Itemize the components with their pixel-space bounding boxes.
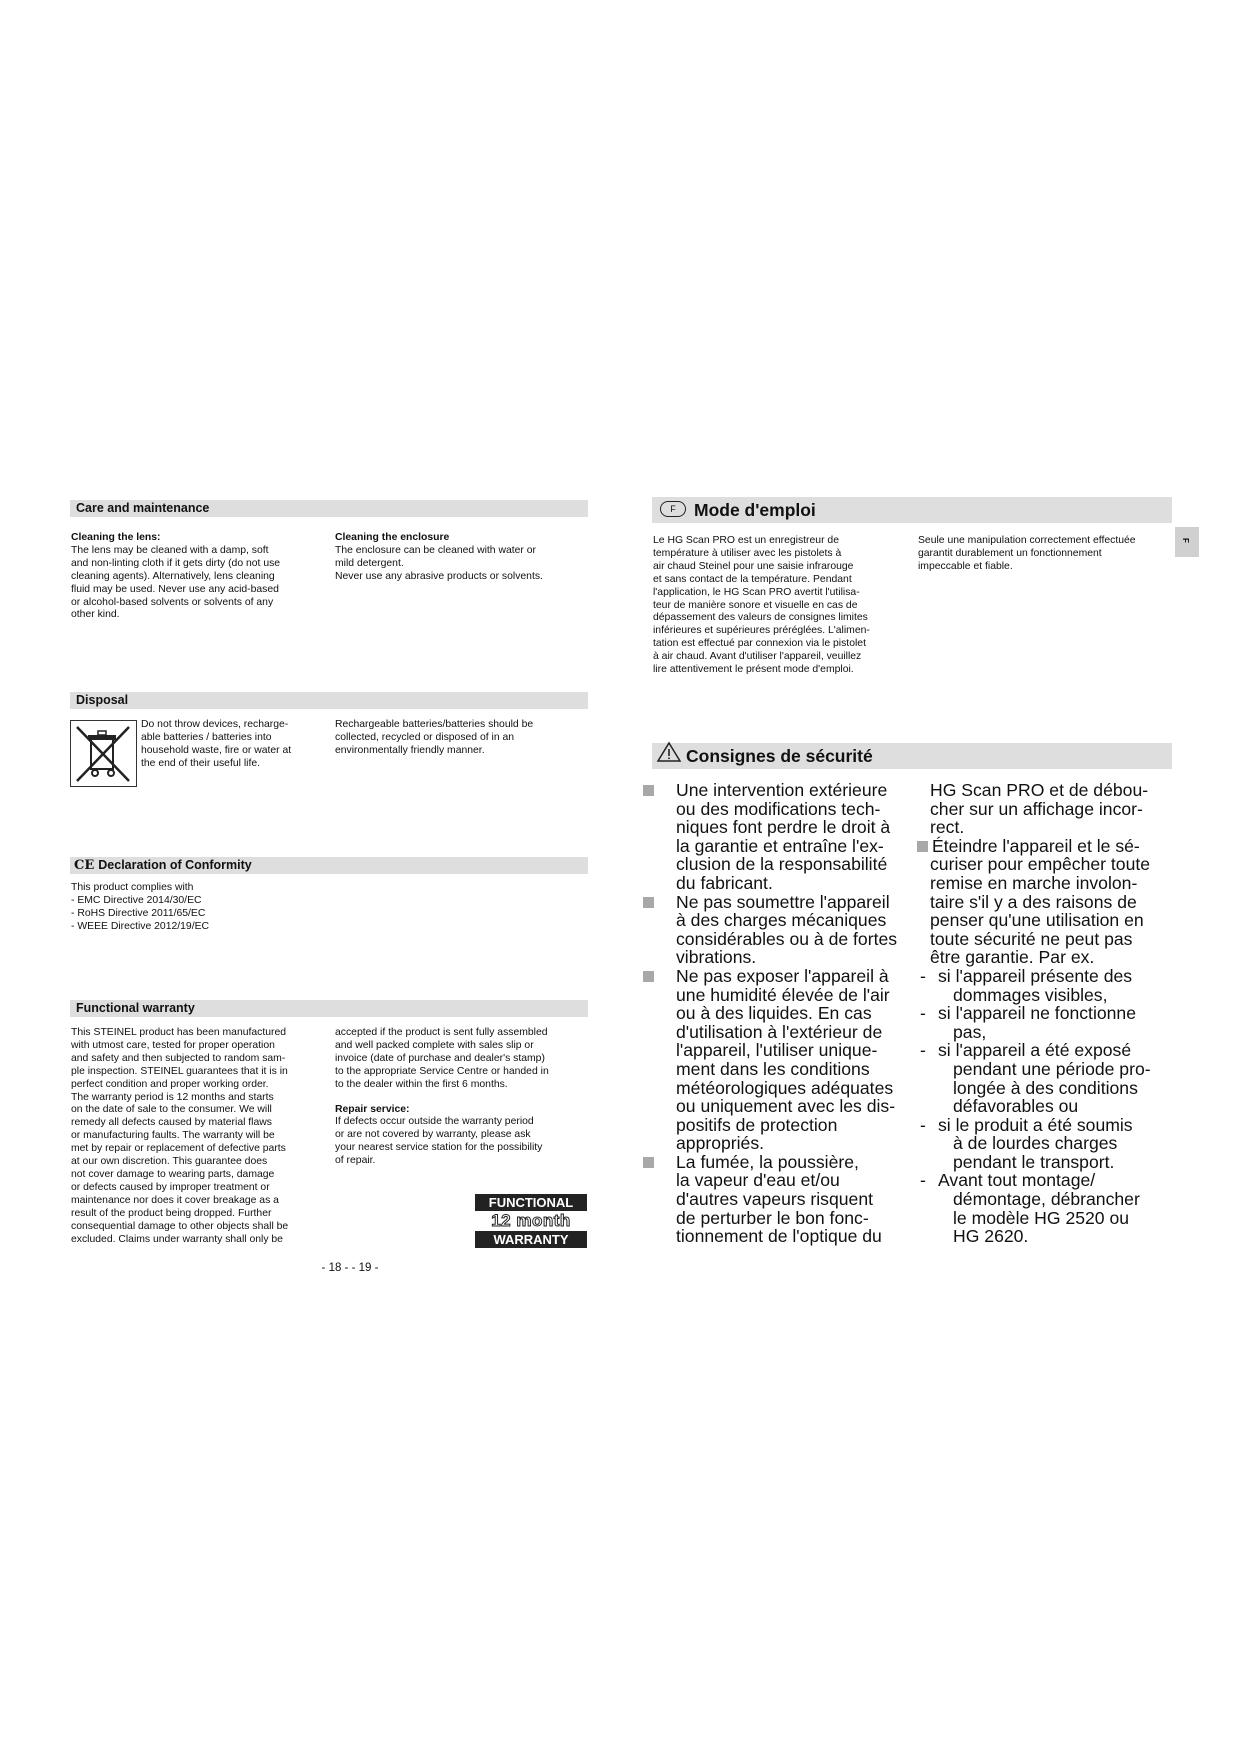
- safety-text: Éteindre l'appareil et le sé-: [932, 835, 1140, 856]
- safety-text: à des charges mécaniques: [676, 910, 887, 931]
- mode-text-right: [918, 535, 1173, 574]
- safety-text: HG 2620.: [953, 1226, 1029, 1247]
- safety-line: [920, 948, 1180, 967]
- safety-text: la garantie et entraîne l'ex-: [676, 835, 884, 856]
- safety-text: longée à des conditions: [953, 1077, 1138, 1098]
- text-line: with utmost care, tested for proper operation: [71, 1039, 275, 1051]
- safety-text: Ne pas soumettre l'appareil: [676, 891, 890, 912]
- safety-line: [920, 967, 1180, 986]
- safety-column-1: [655, 781, 925, 1246]
- conformity-text: [71, 882, 321, 934]
- safety-text: positifs de protection: [676, 1114, 838, 1135]
- safety-line: [920, 818, 1180, 837]
- safety-line: [655, 1079, 925, 1098]
- text-line: to the appropriate Service Centre or handed in: [335, 1065, 549, 1077]
- safety-line: [920, 1097, 1180, 1116]
- text-line: Do not throw devices, recharge-: [141, 719, 289, 730]
- safety-text: rect.: [930, 817, 965, 838]
- text-line: lire attentivement le présent mode d'emploi.: [653, 664, 854, 676]
- safety-text: tionnement de l'optique du: [676, 1226, 882, 1247]
- safety-bullet-item: [643, 1153, 925, 1172]
- spacer: [335, 1092, 590, 1104]
- safety-line: [920, 986, 1180, 1005]
- badge-bottom: WARRANTY: [475, 1231, 587, 1248]
- text-line: - WEEE Directive 2012/19/EC: [71, 920, 210, 932]
- disposal-text-right: [335, 719, 585, 758]
- safety-line: [920, 781, 1180, 800]
- safety-text: si l'appareil présente des: [938, 965, 1133, 986]
- safety-text: ou à des liquides. En cas: [676, 1003, 872, 1024]
- text-line: impeccable et fiable.: [918, 560, 1013, 572]
- conformity-heading-bar: [70, 857, 588, 874]
- safety-text: vibrations.: [676, 947, 757, 968]
- text-line: The enclosure can be cleaned with water or: [335, 544, 536, 556]
- text-line: température à utiliser avec les pistolets à: [653, 547, 842, 559]
- crossed-out-wheelie-bin-icon: [70, 720, 137, 787]
- text-line: et sans contact de la température. Pendant: [653, 573, 852, 585]
- safety-line: [655, 948, 925, 967]
- safety-text: pendant une période pro-: [953, 1058, 1151, 1079]
- safety-text: dommages visibles,: [953, 984, 1108, 1005]
- text-line: the end of their useful life.: [141, 757, 260, 769]
- safety-text: l'appareil, l'utiliser unique-: [676, 1040, 878, 1061]
- safety-text: appropriés.: [676, 1133, 765, 1154]
- safety-text: penser qu'une utilisation en: [930, 910, 1144, 931]
- safety-text: une humidité élevée de l'air: [676, 984, 890, 1005]
- text-line: or manufacturing faults. The warranty will be: [71, 1130, 275, 1142]
- text-line: Never use any abrasive products or solvents.: [335, 570, 543, 582]
- safety-text: de perturber le bon fonc-: [676, 1207, 869, 1228]
- safety-line: [920, 1190, 1180, 1209]
- cleaning-enclosure-title: Cleaning the enclosure: [335, 532, 450, 543]
- text-line: garantit durablement un fonctionnement: [918, 547, 1102, 559]
- safety-line: [920, 1041, 1180, 1060]
- text-line: at our own discretion. This guarantee does: [71, 1156, 268, 1168]
- badge-top: FUNCTIONAL: [475, 1194, 587, 1211]
- safety-line: [655, 1041, 925, 1060]
- text-line: other kind.: [71, 609, 120, 621]
- text-line: accepted if the product is sent fully assembled: [335, 1027, 548, 1038]
- safety-text: cher sur un affichage incor-: [930, 798, 1143, 819]
- text-line: or alcohol-based solvents or solvents of any: [71, 596, 274, 608]
- badge-middle: 12 month: [491, 1211, 571, 1230]
- text-line: à air chaud. Avant d'utiliser l'appareil, veuillez: [653, 651, 862, 663]
- text-line: perfect condition and proper working order.: [71, 1078, 269, 1090]
- text-line: Seule une manipulation correctement effectuée: [918, 535, 1136, 546]
- functional-warranty-badge: [475, 1194, 587, 1248]
- text-line: on the date of sale to the consumer. We will: [71, 1104, 272, 1116]
- safety-bullet-item: [643, 893, 925, 912]
- safety-heading-bar: [652, 743, 1172, 769]
- square-bullet-icon: [643, 1157, 654, 1168]
- safety-text: du fabricant.: [676, 872, 773, 893]
- cleaning-enclosure-section: [335, 532, 585, 584]
- text-line: collected, recycled or disposed of in an: [335, 731, 515, 743]
- text-line: environmentally friendly manner.: [335, 744, 485, 756]
- safety-line: [920, 800, 1180, 819]
- text-line: If defects occur outside the warranty period: [335, 1116, 534, 1128]
- text-line: invoice (date of purchase and dealer's stamp): [335, 1052, 545, 1064]
- safety-text: d'autres vapeurs risquent: [676, 1189, 874, 1210]
- text-line: maintenance nor does it cover breakage as a: [71, 1194, 279, 1206]
- safety-line: [920, 874, 1180, 893]
- text-line: of repair.: [335, 1155, 376, 1167]
- safety-line: [655, 986, 925, 1005]
- text-line: result of the product being dropped. Further: [71, 1207, 272, 1219]
- ce-mark-icon: CE: [74, 858, 95, 873]
- safety-line: [920, 1023, 1180, 1042]
- safety-line: [655, 1023, 925, 1042]
- safety-text: météorologiques adéquates: [676, 1077, 894, 1098]
- safety-line: [655, 1190, 925, 1209]
- safety-text: niques font perdre le droit à: [676, 817, 891, 838]
- safety-line: [920, 911, 1180, 930]
- safety-text: si le produit a été soumis: [938, 1114, 1133, 1135]
- safety-text: être garantie. Par ex.: [930, 947, 1095, 968]
- safety-text: considérables ou à de fortes: [676, 928, 898, 949]
- safety-line: [655, 1004, 925, 1023]
- text-line: your nearest service station for the possibility: [335, 1142, 543, 1154]
- dash-bullet-icon: -: [920, 1114, 926, 1135]
- text-line: tation est effectué par connexion via le pistolet: [653, 638, 866, 650]
- safety-line: [920, 893, 1180, 912]
- safety-text: pas,: [953, 1021, 987, 1042]
- safety-line: [655, 1171, 925, 1190]
- safety-bullet-item: [643, 781, 925, 800]
- text-line: not cover damage to wearing parts, damage: [71, 1168, 275, 1180]
- disposal-text-left: [141, 719, 326, 771]
- safety-line: [655, 930, 925, 949]
- safety-text: Avant tout montage/: [938, 1170, 1096, 1191]
- safety-line: [920, 1004, 1180, 1023]
- safety-text: d'utilisation à l'extérieur de: [676, 1021, 883, 1042]
- text-line: or defects caused by improper treatment or: [71, 1181, 270, 1193]
- safety-text: curiser pour empêcher toute: [930, 854, 1151, 875]
- side-tab-letter: F: [1180, 538, 1190, 543]
- safety-line: [920, 1171, 1180, 1190]
- text-line: and non-linting cloth if it gets dirty (do not use: [71, 557, 281, 569]
- text-line: air chaud Steinel pour une saisie infrarouge: [653, 560, 854, 572]
- safety-line: [920, 837, 1180, 856]
- safety-line: [920, 930, 1180, 949]
- safety-line: [655, 1134, 925, 1153]
- warranty-text-left: [71, 1027, 326, 1246]
- page-numbers: - 18 - - 19 -: [321, 1262, 379, 1274]
- safety-text: Ne pas exposer l'appareil à: [676, 965, 889, 986]
- safety-text: le modèle HG 2520 ou: [953, 1207, 1130, 1228]
- text-line: - RoHS Directive 2011/65/EC: [71, 907, 206, 919]
- care-maintenance-heading: Care and maintenance: [70, 500, 588, 517]
- safety-line: [920, 1060, 1180, 1079]
- text-line: and safety and then subjected to random sam-: [71, 1052, 286, 1064]
- safety-line: [655, 1060, 925, 1079]
- text-line: met by repair or replacement of defective parts: [71, 1143, 286, 1155]
- safety-text: HG Scan PRO et de débou-: [930, 780, 1149, 800]
- text-line: mild detergent.: [335, 557, 404, 569]
- warranty-text-right: [335, 1027, 590, 1168]
- text-line: able batteries / batteries into: [141, 731, 272, 743]
- safety-line: [655, 837, 925, 856]
- safety-text: La fumée, la poussière,: [676, 1151, 859, 1172]
- safety-line: [655, 1116, 925, 1135]
- safety-text: défavorables ou: [953, 1096, 1079, 1117]
- text-line: to the dealer within the first 6 months.: [335, 1078, 508, 1090]
- safety-text: pendant le transport.: [953, 1151, 1115, 1172]
- safety-line: [655, 800, 925, 819]
- cleaning-lens-section: [71, 532, 321, 622]
- square-bullet-icon: [917, 841, 928, 852]
- text-line: excluded. Claims under warranty shall only be: [71, 1233, 283, 1245]
- square-bullet-icon: [643, 785, 654, 796]
- safety-line: [920, 1116, 1180, 1135]
- safety-bullet-item: [643, 967, 925, 986]
- warranty-heading: Functional warranty: [70, 1000, 588, 1017]
- safety-line: [655, 855, 925, 874]
- text-line: dépassement des valeurs de consignes limites: [653, 612, 868, 624]
- safety-text: ou des modifications tech-: [676, 798, 881, 819]
- dash-bullet-icon: -: [920, 965, 926, 986]
- safety-text: Une intervention extérieure: [676, 780, 888, 800]
- mode-text-left: [653, 535, 913, 677]
- safety-line: [655, 911, 925, 930]
- text-line: remedy all defects caused by material flaws: [71, 1117, 272, 1129]
- repair-service-title: Repair service:: [335, 1103, 410, 1115]
- conformity-heading: Declaration of Conformity: [98, 858, 252, 872]
- mode-emploi-heading-bar: [652, 497, 1172, 523]
- safety-text: démontage, débrancher: [953, 1189, 1140, 1210]
- text-line: The lens may be cleaned with a damp, soft: [71, 544, 269, 556]
- warning-triangle-icon: [656, 741, 682, 770]
- text-line: - EMC Directive 2014/30/EC: [71, 894, 202, 906]
- text-line: l'application, le HG Scan PRO avertit l'utilisa-: [653, 586, 860, 598]
- safety-line: [655, 874, 925, 893]
- safety-text: toute sécurité ne peut pas: [930, 928, 1133, 949]
- safety-text: ou uniquement avec les dis-: [676, 1096, 896, 1117]
- safety-line: [655, 1209, 925, 1228]
- safety-text: si l'appareil a été exposé: [938, 1040, 1132, 1061]
- safety-text: clusion de la responsabilité: [676, 854, 888, 875]
- safety-text: à de lourdes charges: [953, 1133, 1118, 1154]
- text-line: teur de manière sonore et visuelle en cas de: [653, 599, 858, 611]
- safety-line: [920, 1209, 1180, 1228]
- safety-line: [655, 818, 925, 837]
- safety-line: [655, 1227, 925, 1246]
- safety-heading: Consignes de sécurité: [686, 746, 873, 767]
- safety-column-2: [920, 781, 1180, 1246]
- text-line: ple inspection. STEINEL guarantees that it is in: [71, 1065, 288, 1077]
- safety-text: si l'appareil ne fonctionne: [938, 1003, 1136, 1024]
- language-side-tab: [1175, 527, 1199, 557]
- safety-line: [920, 1134, 1180, 1153]
- f-language-badge: F: [660, 501, 686, 517]
- text-line: household waste, fire or water at: [141, 744, 292, 756]
- safety-text: la vapeur d'eau et/ou: [676, 1170, 840, 1191]
- mode-emploi-heading: Mode d'emploi: [694, 500, 816, 520]
- text-line: The warranty period is 12 months and starts: [71, 1091, 274, 1103]
- safety-line: [920, 855, 1180, 874]
- text-line: This STEINEL product has been manufactured: [71, 1027, 287, 1038]
- safety-text: remise en marche involon-: [930, 872, 1138, 893]
- square-bullet-icon: [643, 971, 654, 982]
- cleaning-lens-title: Cleaning the lens:: [71, 532, 161, 543]
- text-line: Le HG Scan PRO est un enregistreur de: [653, 535, 839, 546]
- safety-text: ment dans les conditions: [676, 1058, 870, 1079]
- safety-line: [920, 1227, 1180, 1246]
- text-line: cleaning agents). Alternatively, lens cleaning: [71, 570, 275, 582]
- disposal-heading: Disposal: [70, 692, 588, 709]
- dash-bullet-icon: -: [920, 1170, 926, 1191]
- text-line: fluid may be used. Never use any acid-based: [71, 583, 279, 595]
- safety-line: [920, 1153, 1180, 1172]
- text-line: Rechargeable batteries/batteries should be: [335, 719, 534, 730]
- text-line: and well packed complete with sales slip or: [335, 1039, 534, 1051]
- dash-bullet-icon: -: [920, 1040, 926, 1061]
- safety-line: [655, 1097, 925, 1116]
- text-line: This product complies with: [71, 882, 194, 893]
- text-line: consequential damage to other objects shall be: [71, 1220, 289, 1232]
- safety-line: [920, 1079, 1180, 1098]
- safety-text: taire s'il y a des raisons de: [930, 891, 1137, 912]
- text-line: or are not covered by warranty, please ask: [335, 1129, 531, 1141]
- text-line: inférieures et supérieures préréglées. L'alimen-: [653, 625, 870, 637]
- square-bullet-icon: [643, 897, 654, 908]
- dash-bullet-icon: -: [920, 1003, 926, 1024]
